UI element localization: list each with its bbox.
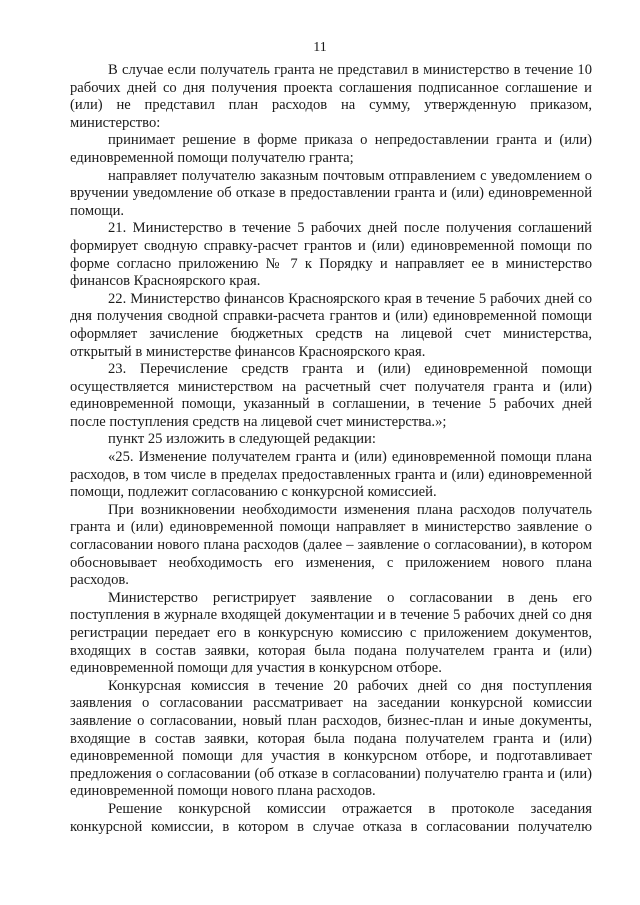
paragraph-refusal-notice: направляет получателю заказным почтовым отправлением с уведомлением о вручении уведомление об отказе в предоставлении гранта и (или) единовременной помощи. [70,167,592,219]
paragraph-registration: Министерство регистрирует заявление о согласовании в день его поступления в журнале входящей документации и в течение 5 рабочих дней со дня регистрации передает его в конкурсную комиссию с приложением документов, входящих в состав заявки, которая была подана получателем гранта и (или) единовременной помощи для участия в конкурсном отборе. [70,589,592,677]
paragraph-item-25-intro: пункт 25 изложить в следующей редакции: [108,431,376,448]
paragraph-submission-deadline: В случае если получатель гранта не представил в министерство в течение 10 рабочих дней со дня получения проекта соглашения подписанное соглашение и (или) не представил план расходов на сумму, утвержденную приказом, министерство: [70,62,592,131]
paragraph-item-23: 23. Перечисление средств гранта и (или) единовременной помощи осуществляется министерством на расчетный счет получателя гранта и (или) единовременной помощи, указанный в соглашении, в течение 5 рабочих дней после поступления средств на лицевой счет министерства.»; [70,361,592,430]
paragraph-commission-review: Конкурсная комиссия в течение 20 рабочих дней со дня поступления заявления о согласовании рассматривает на заседании конкурсной комиссии заявление о согласовании, новый план расходов, бизнес-план и иные документы, входящие в состав заявки, которая была подана получателем гранта и (или) единовременной помощи для участия в конкурсном отборе, и подготавливает предложения о согласовании (об отказе в согласовании) получателю гранта и (или) единовременной помощи нового плана расходов. [70,677,592,800]
paragraph-item-25: «25. Изменение получателем гранта и (или) единовременной помощи плана расходов, в том числе в пределах предоставленных гранта и (или) единовременной помощи, подлежит согласованию с конкурсной комиссией. [70,449,592,501]
paragraph-plan-change-request: При возникновении необходимости изменения плана расходов получатель гранта и (или) единовременной помощи направляет в министерство заявление о согласовании нового плана расходов (далее – заявление о согласовании), в котором обосновывает необходимость его изменения, с приложением нового плана расходов. [70,501,592,589]
paragraph-item-22: 22. Министерство финансов Красноярского края в течение 5 рабочих дней со дня получения сводной справки-расчета грантов и (или) единовременной помощи оформляет зачисление бюджетных средств на лицевой счет министерства, открытый в министерстве финансов Красноярского края. [70,290,592,360]
paragraph-commission-decision: Решение конкурсной комиссии отражается в протоколе заседания конкурсной комиссии, в котором в случае отказа в согласовании получателю [70,800,592,835]
document-body [70,62,592,836]
page-number: 11 [313,40,327,55]
paragraph-item-21: 21. Министерство в течение 5 рабочих дней после получения соглашений формирует сводную справку-расчет грантов и (или) единовременной помощи по форме согласно приложению № 7 к Порядку и направляет ее в министерство финансов Красноярского края. [70,220,592,290]
paragraph-refusal-decision: принимает решение в форме приказа о непредоставлении гранта и (или) единовременной помощи получателю гранта; [70,132,592,166]
